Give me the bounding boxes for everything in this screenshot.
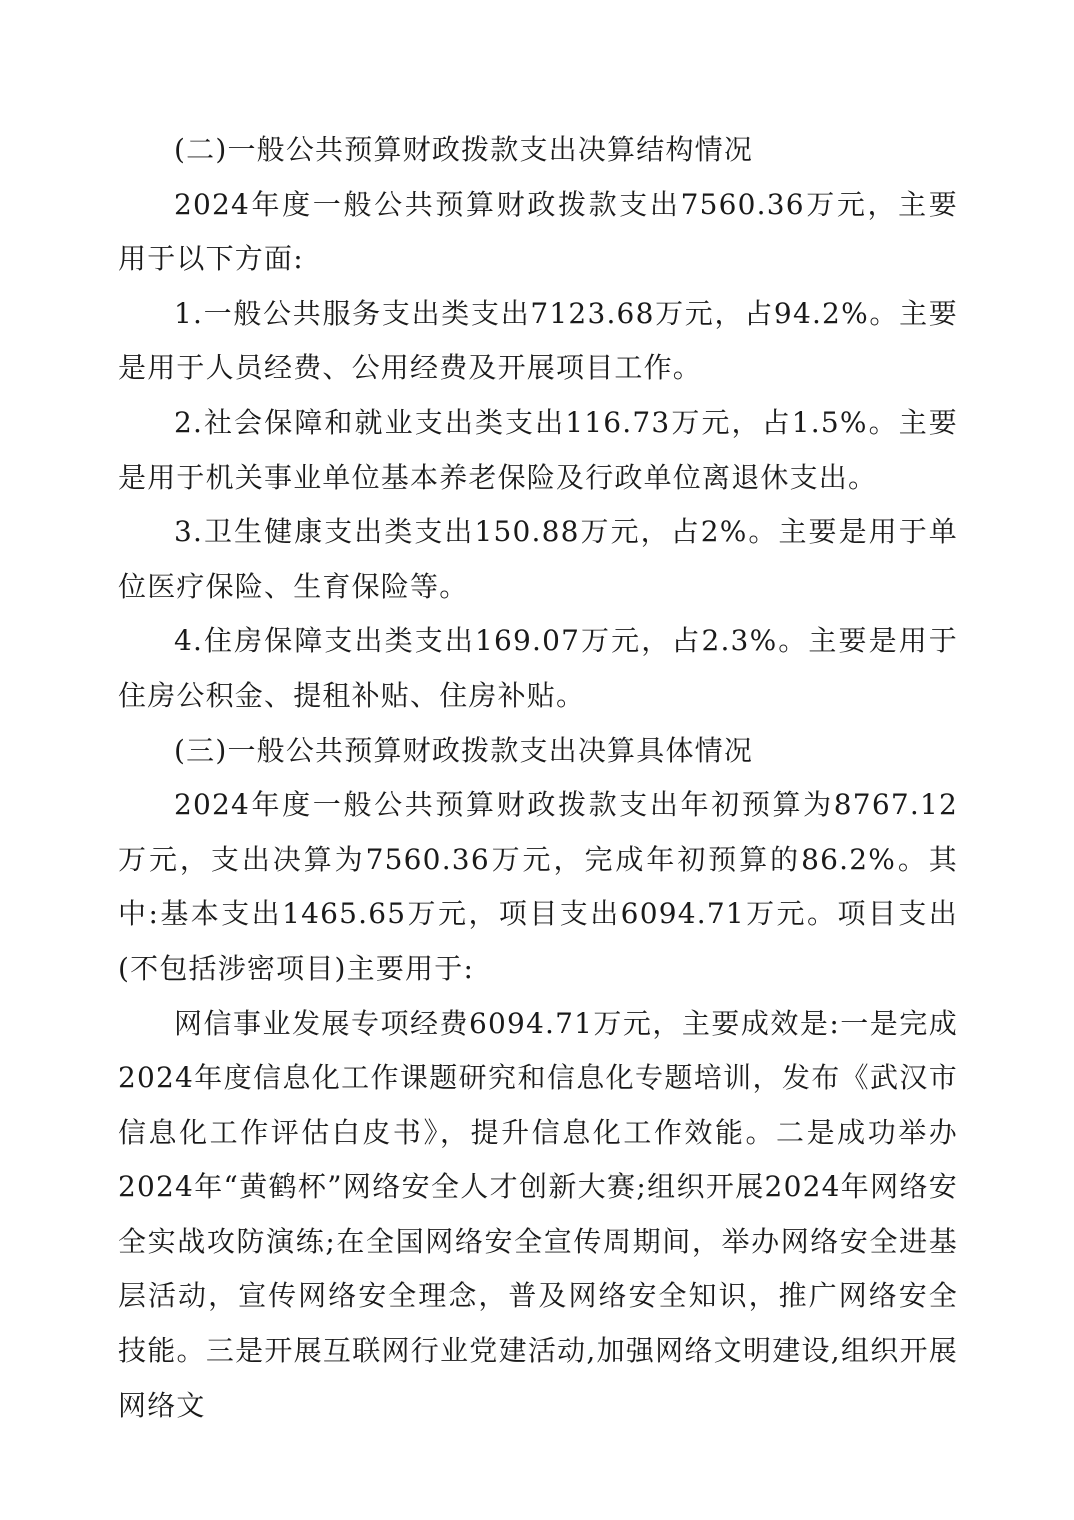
paragraph-item-3: 3.卫生健康支出类支出150.88万元，占2%。主要是用于单位医疗保险、生育保险等。	[118, 515, 958, 603]
paragraph-item-1: 1.一般公共服务支出类支出7123.68万元，占94.2%。主要是用于人员经费、公用经费及开展项目工作。	[118, 296, 958, 385]
document-body	[118, 123, 958, 1433]
paragraph-item-2: 2.社会保障和就业支出类支出116.73万元，占1.5%。主要是用于机关事业单位基本养老保险及行政单位离退休支出。	[118, 405, 958, 494]
section-heading-structure: (二)一般公共预算财政拨款支出决算结构情况	[174, 133, 754, 166]
paragraph-budget-detail: 2024年度一般公共预算财政拨款支出年初预算为8767.12万元，支出决算为7560.36万元，完成年初预算的86.2%。其中:基本支出1465.65万元，项目支出6094.71万元。项目支出(不包括涉密项目)主要用于:	[118, 788, 958, 985]
paragraph-item-4: 4.住房保障支出类支出169.07万元，占2.3%。主要是用于住房公积金、提租补贴、住房补贴。	[118, 624, 958, 712]
section-heading-detail: (三)一般公共预算财政拨款支出决算具体情况	[174, 733, 754, 767]
paragraph-total-expenditure: 2024年度一般公共预算财政拨款支出7560.36万元，主要用于以下方面:	[118, 187, 958, 276]
paragraph-special-funds: 网信事业发展专项经费6094.71万元，主要成效是:一是完成2024年度信息化工作课题研究和信息化专题培训，发布《武汉市信息化工作评估白皮书》，提升信息化工作效能。二是成功举办2024年“黄鹤杯”网络安全人才创新大赛;组织开展2024年网络安全实战攻防演练;在全国网络安全宣传周期间，举办网络安全进基层活动，宣传网络安全理念，普及网络安全知识，推广网络安全技能。三是开展互联网行业党建活动,加强网络文明建设,组织开展网络文	[118, 1006, 958, 1422]
